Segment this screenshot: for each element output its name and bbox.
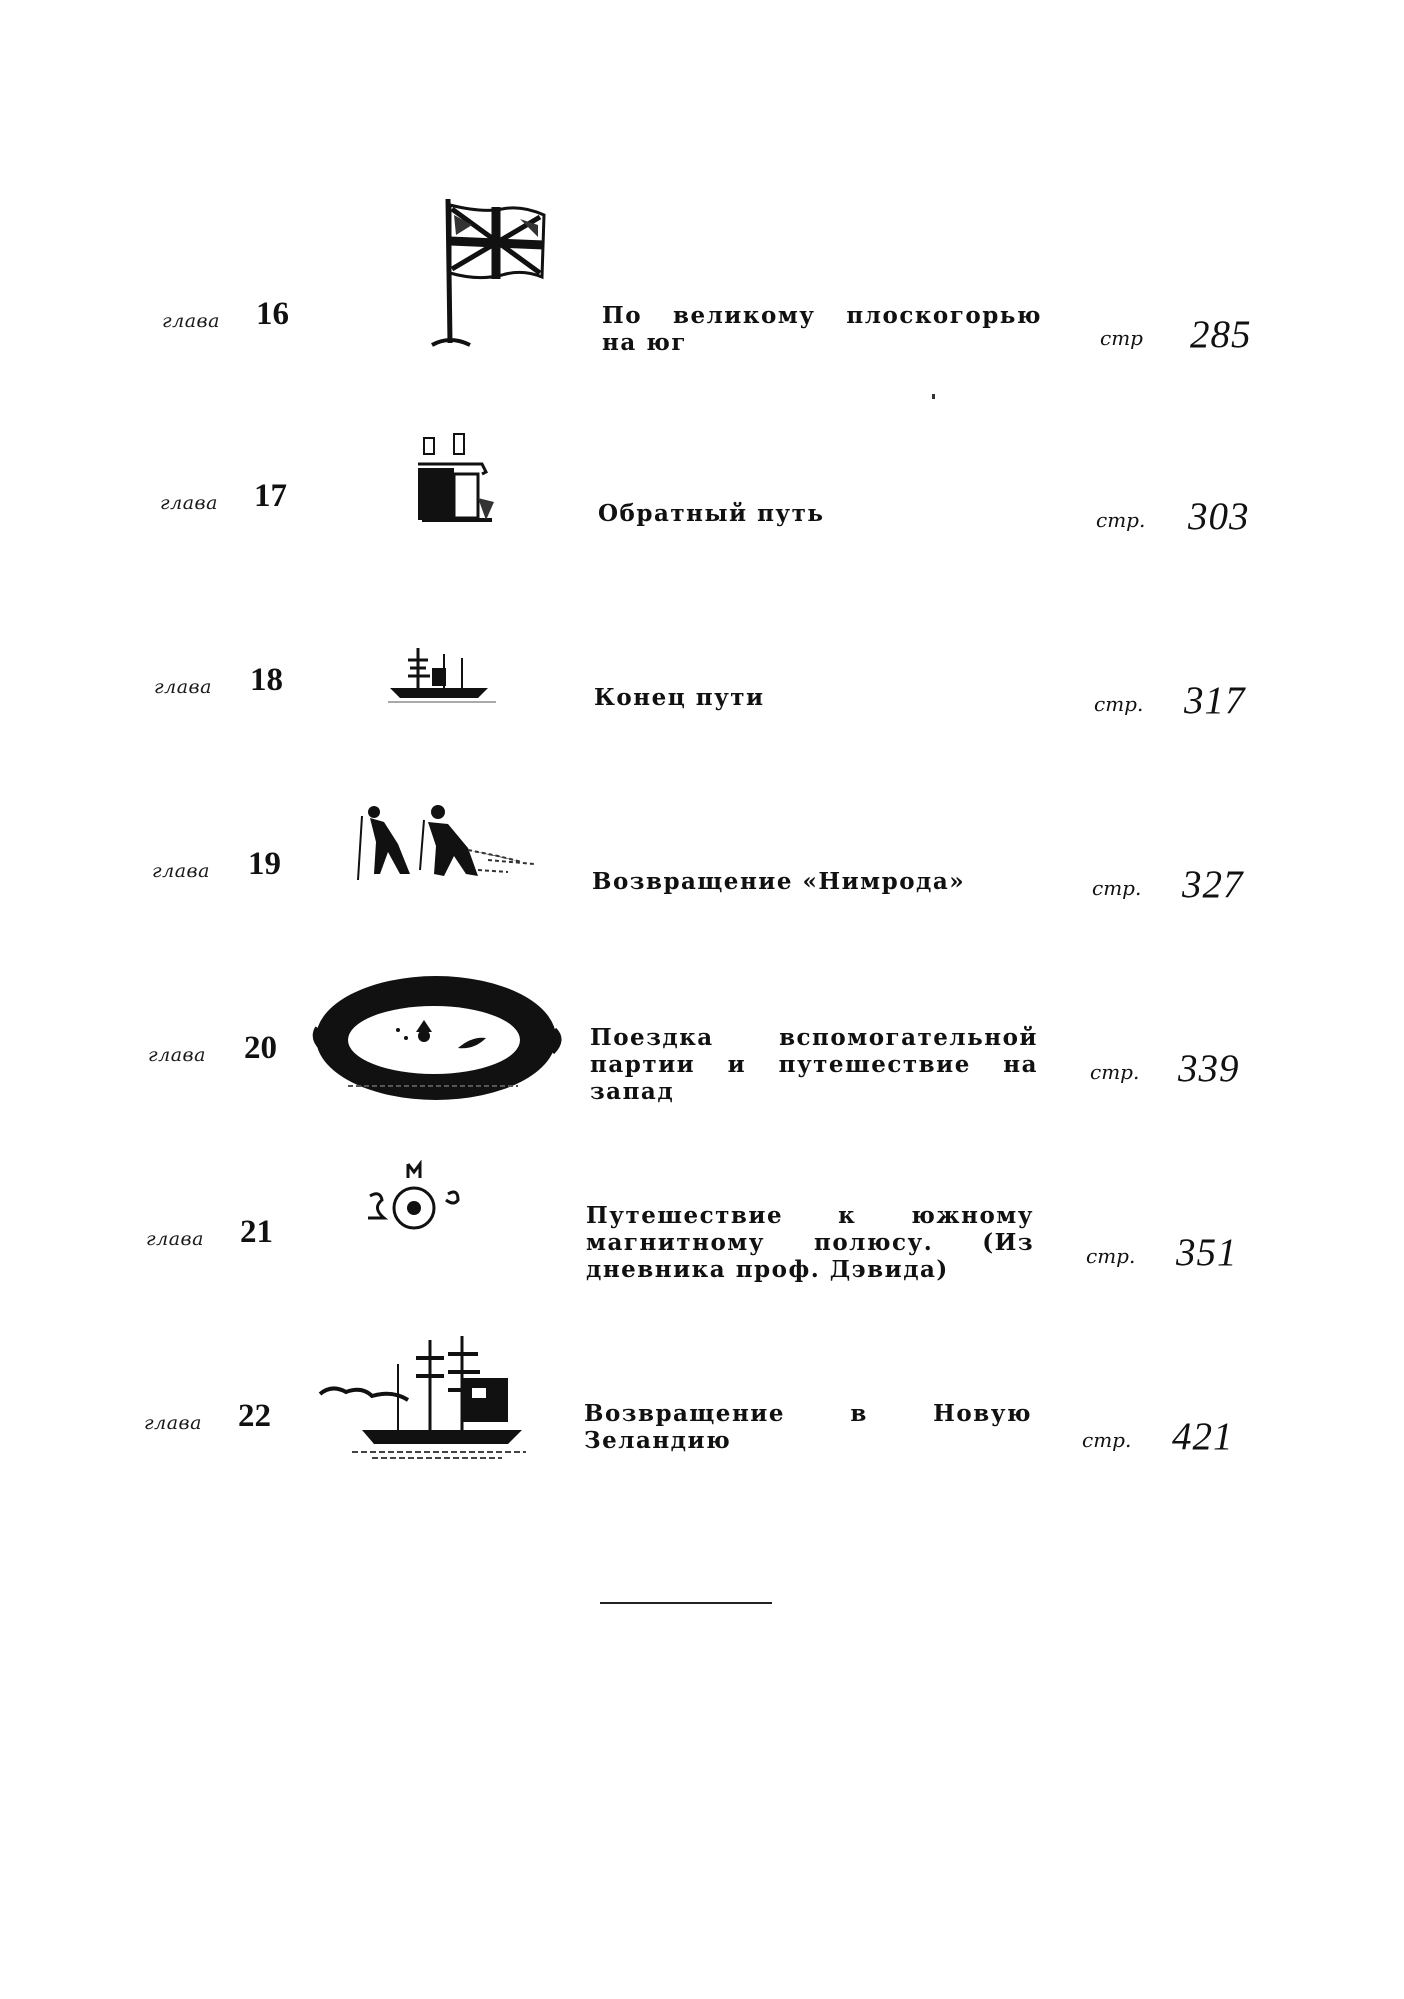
page-label: стр bbox=[1100, 326, 1143, 350]
page-number: 317 bbox=[1184, 679, 1246, 722]
chapter-number: 22 bbox=[238, 1398, 271, 1434]
chapter-number: 16 bbox=[256, 296, 289, 332]
chapter-number: 20 bbox=[244, 1030, 277, 1066]
chapter-number: 17 bbox=[254, 478, 287, 514]
page-label: стр. bbox=[1092, 876, 1142, 900]
page-number: 285 bbox=[1190, 313, 1252, 356]
chapter-word: глава bbox=[148, 1044, 206, 1066]
chapter-number: 21 bbox=[240, 1214, 273, 1250]
page-label: стр. bbox=[1096, 508, 1146, 532]
chapter-title: Возвращение в Новую Зеландию bbox=[584, 1400, 1032, 1454]
chapter-word: глава bbox=[152, 860, 210, 882]
page-number: 303 bbox=[1188, 495, 1250, 538]
chapter-title: Обратный путь bbox=[598, 500, 825, 527]
ship-in-ice-icon bbox=[312, 1334, 532, 1464]
page-number: 327 bbox=[1182, 863, 1244, 906]
chapter-word: глава bbox=[160, 492, 218, 514]
page-label: стр. bbox=[1090, 1060, 1140, 1084]
chapter-title: Поездка вспомогательной партии и путешествие на запад bbox=[590, 1024, 1038, 1105]
chapter-word: глава bbox=[162, 310, 220, 332]
chapter-number: 18 bbox=[250, 662, 283, 698]
page-label: стр. bbox=[1082, 1428, 1132, 1452]
chapter-title: Возвращение «Нимрода» bbox=[592, 868, 966, 895]
print-speck bbox=[932, 394, 935, 399]
end-divider bbox=[600, 1602, 772, 1604]
page-number: 421 bbox=[1172, 1415, 1234, 1458]
page-number: 351 bbox=[1176, 1231, 1238, 1274]
page-label: стр. bbox=[1094, 692, 1144, 716]
page-label: стр. bbox=[1086, 1244, 1136, 1268]
chapter-word: глава bbox=[146, 1228, 204, 1250]
chapter-title: По великому плоскогорью на юг bbox=[602, 302, 1042, 356]
chapter-number: 19 bbox=[248, 846, 281, 882]
chapter-word: глава bbox=[154, 676, 212, 698]
chapter-word: глава bbox=[144, 1412, 202, 1434]
page-number: 339 bbox=[1178, 1047, 1240, 1090]
chapter-title: Конец пути bbox=[594, 684, 765, 711]
chapter-title: Путешествие к южному магнитному полюсу. (Из дневника проф. Дэвида) bbox=[586, 1202, 1034, 1283]
